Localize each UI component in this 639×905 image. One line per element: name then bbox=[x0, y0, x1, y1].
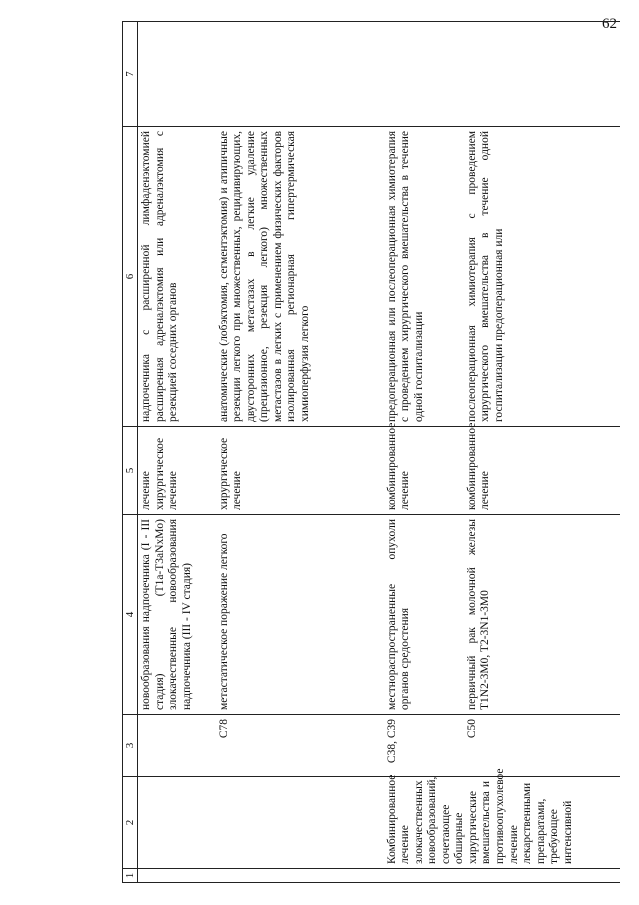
table-row bbox=[464, 22, 621, 883]
table-row bbox=[138, 22, 216, 883]
row3-diagnosis: местнораспространенные опухоли органов средостения bbox=[384, 515, 464, 715]
row1-col7 bbox=[138, 22, 216, 127]
row1-method: надпочечника с расширенной лимфаденэктомией расширенная адреналэктомия или адреналэктомия с резекцией соседних органов bbox=[138, 127, 216, 427]
row4-icd-code: C50 bbox=[464, 715, 621, 777]
header-row bbox=[123, 22, 138, 883]
header-col-6: 6 bbox=[123, 127, 138, 427]
header-col-4: 4 bbox=[123, 515, 138, 715]
row2-col7 bbox=[216, 22, 384, 127]
table-row bbox=[384, 22, 464, 883]
header-col-2: 2 bbox=[123, 777, 138, 869]
row2-method: анатомические (лобэктомия, сегментэктомия) и атипичные резекции легкого при множественных, рецидивирующих, двусторонних метастазах в легкие удаление (прецизионное, резекция легкого) множественных метастазов в легких с применением физических факторов изолированная регионарная гипертермическая химиоперфузия легкого bbox=[216, 127, 384, 427]
row3-icd-code: C38, C39 bbox=[384, 715, 464, 777]
page-number: 62 bbox=[602, 16, 617, 32]
row3-treatment-group: Комбинированное лечение злокачественных новообразований, сочетающее обширные хирургические вмешательства и противоопухолевое лечение лекарственными препаратами, требующее интенсивной bbox=[384, 777, 621, 869]
row2-icd-code: C78 bbox=[216, 715, 384, 777]
row3-treatment-type: комбинированное лечение bbox=[384, 427, 464, 515]
treatment-table bbox=[122, 21, 620, 883]
row3-method: предоперационная или послеоперационная химиотерапия с проведением хирургического вмешательства в течение одной госпитализации bbox=[384, 127, 464, 427]
row1-diagnosis: новообразования надпочечника (I - III стадия) (T1a-T3aNxMo) злокачественные новообразования надпочечника (III - IV стадия) bbox=[138, 515, 216, 715]
row4-treatment-type: комбинированное лечение bbox=[464, 427, 621, 515]
header-col-7: 7 bbox=[123, 22, 138, 127]
row1-col2 bbox=[138, 777, 216, 869]
row4-diagnosis: первичный рак молочной железы T1N2-3M0, T2-3N1-3M0 bbox=[464, 515, 621, 715]
header-col-3: 3 bbox=[123, 715, 138, 777]
table-row bbox=[216, 22, 384, 883]
header-col-5: 5 bbox=[123, 427, 138, 515]
row1-col3 bbox=[138, 715, 216, 777]
row2-treatment-type: хирургическое лечение bbox=[216, 427, 384, 515]
header-col-1: 1 bbox=[123, 869, 138, 883]
row3-col1 bbox=[384, 869, 464, 883]
row4-col7 bbox=[464, 22, 621, 127]
row1-col1 bbox=[138, 869, 216, 883]
row3-col7 bbox=[384, 22, 464, 127]
row4-method: послеоперационная химиотерапия с проведением хирургического вмешательства в течение одной госпитализации предоперационная или bbox=[464, 127, 621, 427]
rotated-table-frame bbox=[122, 21, 620, 883]
row1-treatment-type: лечение хирургическое лечение bbox=[138, 427, 216, 515]
row2-col1 bbox=[216, 869, 384, 883]
row2-col2 bbox=[216, 777, 384, 869]
row2-diagnosis: метастатическое поражение легкого bbox=[216, 515, 384, 715]
row4-col1 bbox=[464, 869, 621, 883]
